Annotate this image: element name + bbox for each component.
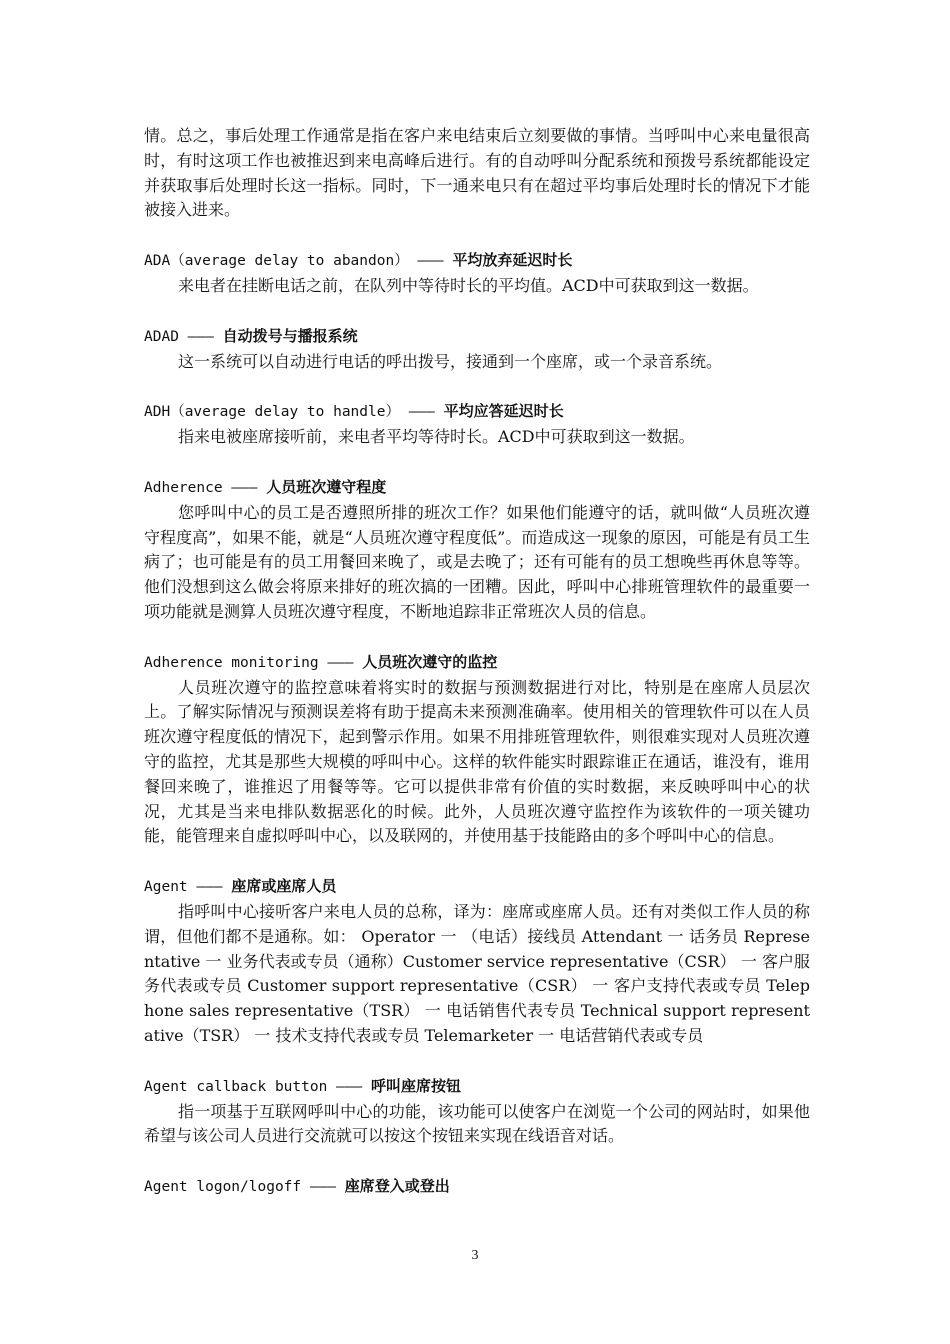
entry-definition: 指来电被座席接听前，来电者平均等待时长。ACD中可获取到这一数据。: [178, 427, 695, 447]
term-chinese: 座席登入或登出: [344, 1177, 450, 1196]
term-english: Agent ———: [144, 879, 232, 896]
entry-definition: 您呼叫中心的员工是否遵照所排的班次工作？如果他们能遵守的话，就叫做“人员班次遵守程度高”，如果不能，就是“人员班次遵守程度低”。而造成这一现象的原因，可能是有员工生病了；也可能是有的员工用餐回来晚了，或是去晚了；还有可能有的员工想晚些再休息等等。他们没想到这么做会将原来排好的班次搞的一团糟。因此，呼叫中心排班管理软件的最重要一项功能就是测算人员班次遵守程度，不断地追踪非正常班次人员的信息。: [144, 502, 810, 621]
entry-definition: 指一项基于互联网呼叫中心的功能，该功能可以使客户在浏览一个公司的网站时，如果他希望与该公司人员进行交流就可以按这个按钮来实现在线语音对话。: [144, 1101, 810, 1146]
glossary-entry-adherence-monitoring: [144, 650, 810, 849]
entry-definition: 这一系统可以自动进行电话的呼出拨号，接通到一个座席，或一个录音系统。: [178, 351, 723, 371]
glossary-entry-agent: [144, 874, 810, 1049]
term-chinese: 平均应答延迟时长: [443, 402, 564, 421]
term-english: Agent logon/logoff ———: [144, 1179, 345, 1196]
entry-term: [144, 475, 810, 501]
term-chinese: 自动拨号与播报系统: [222, 326, 358, 345]
entry-term: [144, 1174, 810, 1200]
term-english: Agent callback button ———: [144, 1078, 371, 1095]
entry-definition: 指呼叫中心接听客户来电人员的总称，译为：座席或座席人员。还有对类似工作人员的称谓，但他们都不是通称。如： Operator 一 （电话）接线员 Attendant 一 话务员 Representative 一 业务代表或专员（通称）Customer service representative（CSR） 一 客户服务代表或专员 Customer support representative（CSR） 一 客户支持代表或专员 Telephone sales representative（TSR） 一 电话销售代表专员 Technical support representative（TSR） 一 技术支持代表或专员 Telemarketer 一 电话营销代表或专员: [144, 901, 810, 1045]
entry-term: [144, 874, 810, 900]
term-english: ADAD ———: [144, 328, 223, 345]
document-body: [144, 124, 810, 1200]
term-chinese: 平均放弃延迟时长: [452, 251, 573, 270]
term-english: ADH（average delay to handle） ———: [144, 404, 444, 421]
entry-term: [144, 248, 810, 274]
entry-term: [144, 650, 810, 676]
glossary-entry-adh: [144, 399, 810, 450]
entry-definition: 来电者在挂断电话之前，在队列中等待时长的平均值。ACD中可获取到这一数据。: [178, 275, 759, 295]
page-number: 3: [471, 1248, 479, 1263]
intro-paragraph: 情。总之，事后处理工作通常是指在客户来电结束后立刻要做的事情。当呼叫中心来电量很高时，有时这项工作也被推迟到来电高峰后进行。有的自动呼叫分配系统和预拨号系统都能设定并获取事后处理时长这一指标。同时，下一通来电只有在超过平均事后处理时长的情况下才能被接入进来。: [144, 126, 810, 220]
glossary-entry-agent-callback-button: [144, 1074, 810, 1149]
term-english: ADA（average delay to abandon） ———: [144, 253, 453, 270]
glossary-entry-adherence: [144, 475, 810, 625]
term-chinese: 人员班次遵守的监控: [362, 652, 498, 671]
term-english: Adherence monitoring ———: [144, 654, 363, 671]
glossary-entry-ada: [144, 248, 810, 299]
term-chinese: 人员班次遵守程度: [266, 477, 387, 496]
entry-term: [144, 1074, 810, 1100]
entry-definition: 人员班次遵守的监控意味着将实时的数据与预测数据进行对比，特别是在座席人员层次上。了解实际情况与预测误差将有助于提高未来预测准确率。使用相关的管理软件可以在人员班次遵守程度低的情况下，起到警示作用。如果不用排班管理软件，则很难实现对人员班次遵守的监控，尤其是那些大规模的呼叫中心。这样的软件能实时跟踪谁正在通话，谁没有，谁用餐回来晚了，谁推迟了用餐等等。它可以提供非常有价值的实时数据，来反映呼叫中心的状况，尤其是当来电排队数据恶化的时候。此外，人员班次遵守监控作为该软件的一项关键功能，能管理来自虚拟呼叫中心，以及联网的，并使用基于技能路由的多个呼叫中心的信息。: [144, 677, 810, 846]
entry-term: [144, 324, 810, 350]
term-english: Adherence ———: [144, 479, 267, 496]
entry-term: [144, 399, 810, 425]
glossary-entry-adad: [144, 324, 810, 375]
term-chinese: 呼叫座席按钮: [370, 1076, 461, 1095]
term-chinese: 座席或座席人员: [231, 877, 337, 896]
glossary-entry-agent-logon-logoff: [144, 1174, 810, 1200]
